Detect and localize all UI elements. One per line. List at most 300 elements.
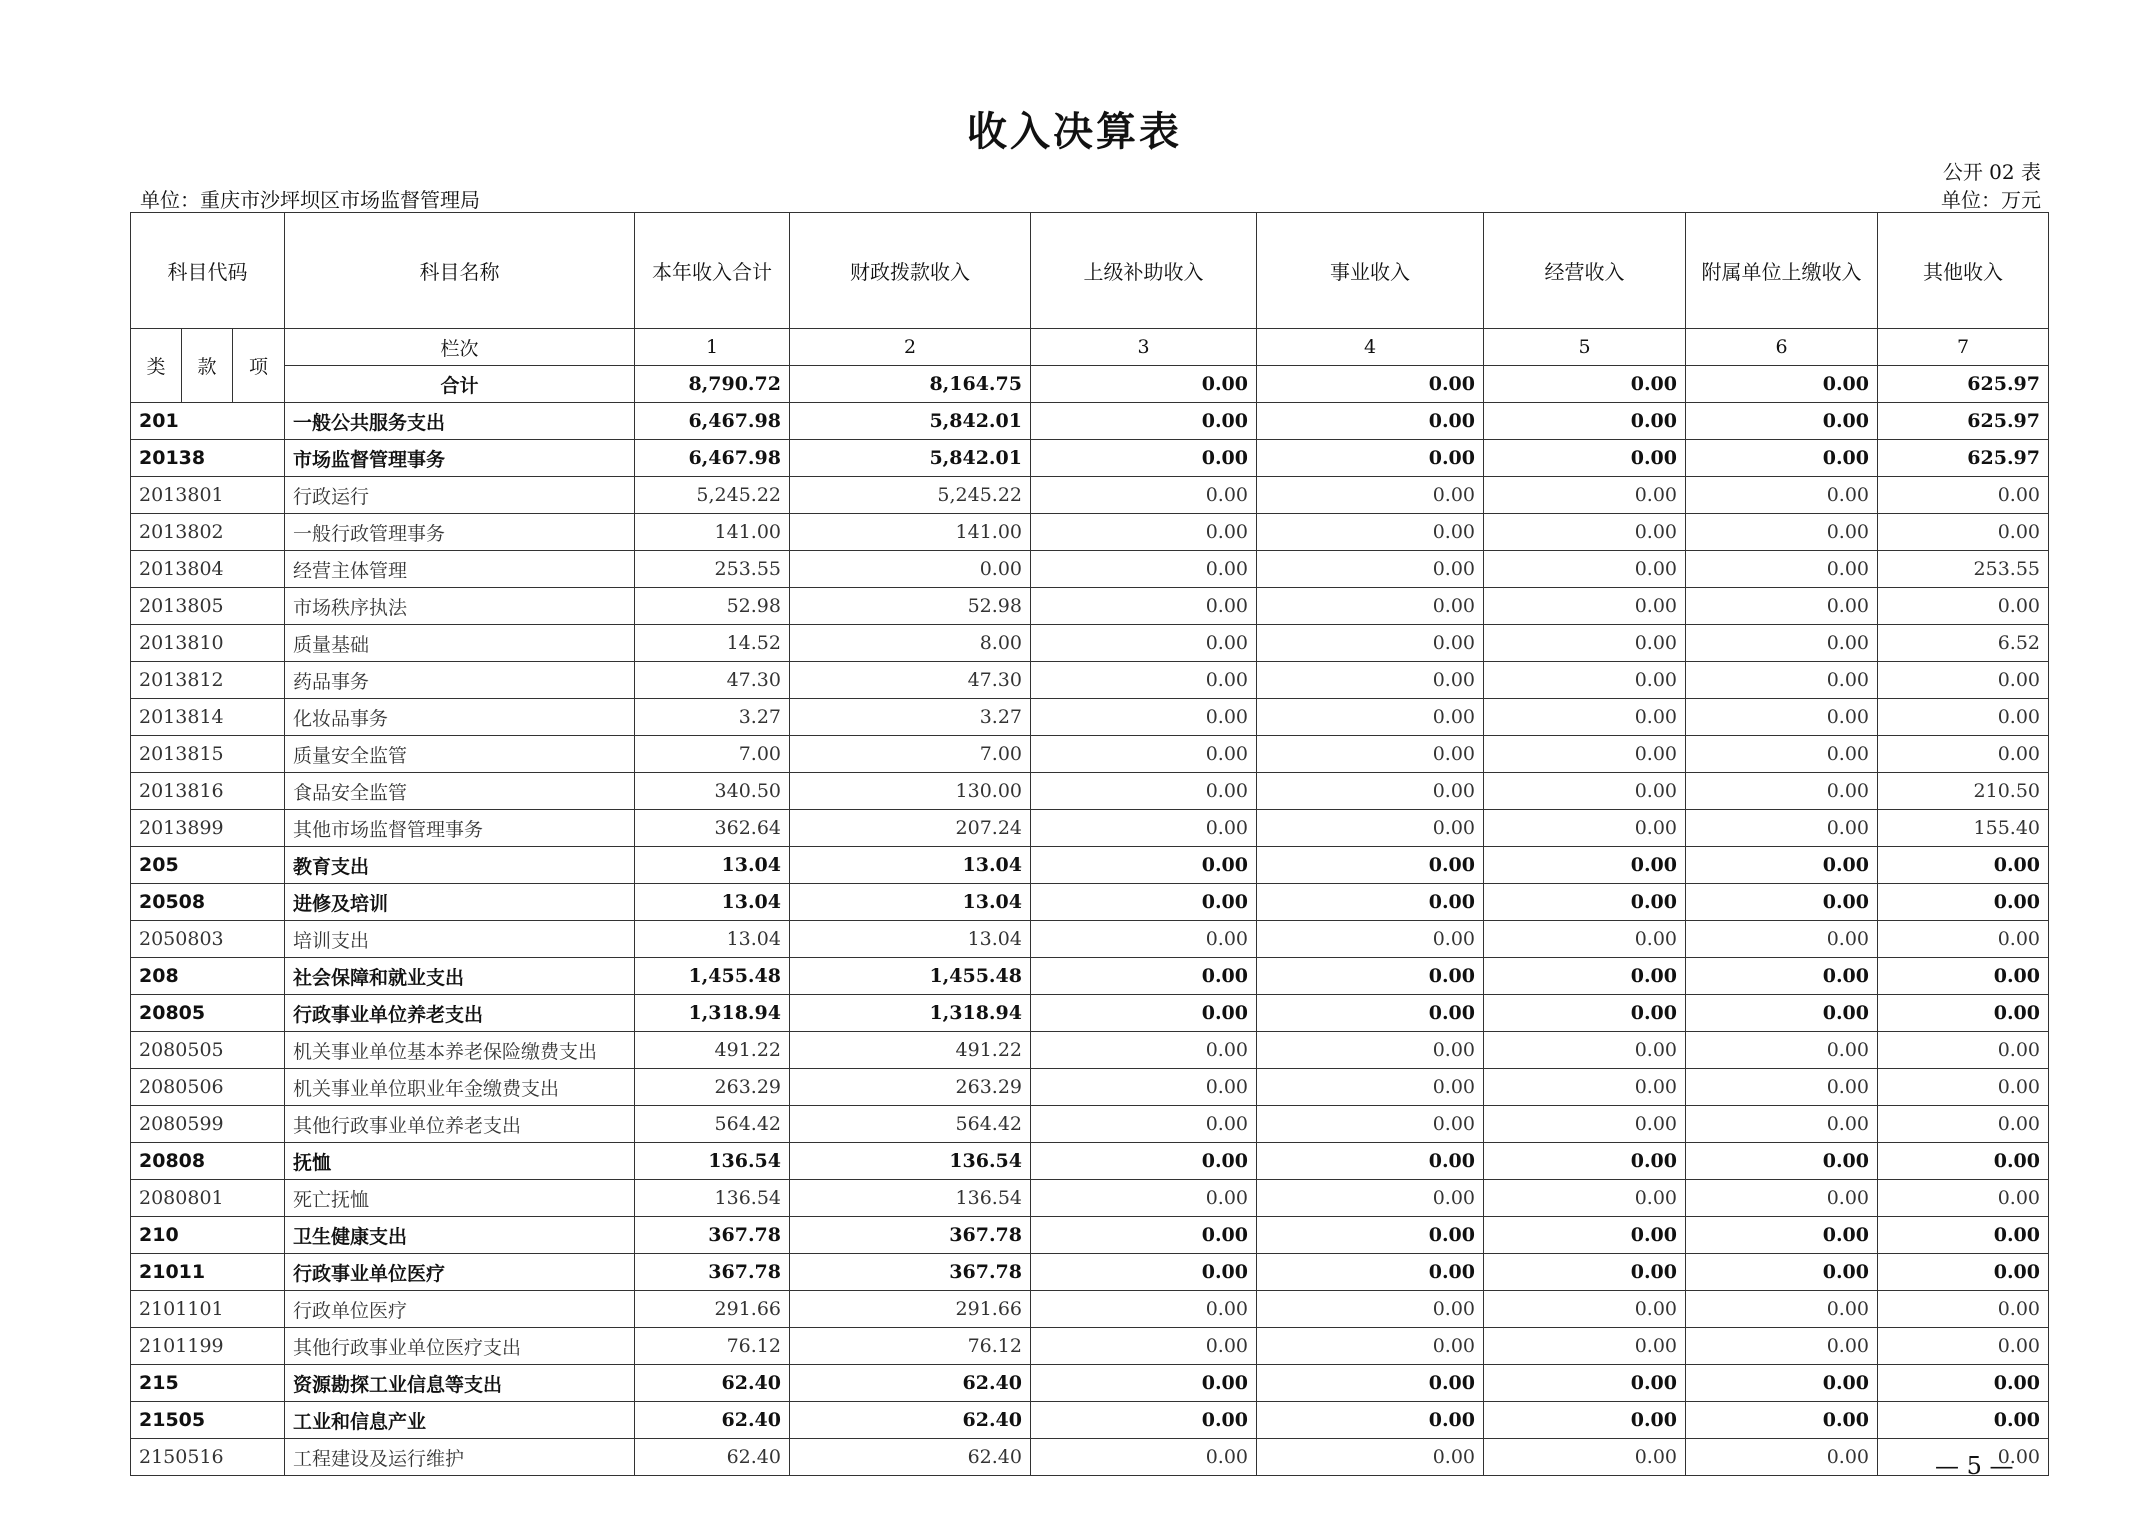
income-final-accounts-table — [130, 212, 2049, 1476]
table-row — [131, 1217, 2049, 1254]
table-row — [131, 1180, 2049, 1217]
amount-cell: 0.00 — [1257, 1291, 1484, 1328]
amount-cell: 0.00 — [1686, 1254, 1878, 1291]
amount-cell: 6.52 — [1878, 625, 2049, 662]
amount-cell: 0.00 — [1686, 551, 1878, 588]
subject-name: 一般行政管理事务 — [285, 514, 635, 551]
amount-cell: 625.97 — [1878, 440, 2049, 477]
table-row — [131, 440, 2049, 477]
amount-cell: 0.00 — [1686, 1180, 1878, 1217]
column-number: 7 — [1878, 329, 2049, 366]
amount-cell: 0.00 — [1031, 1439, 1257, 1476]
total-row — [131, 366, 2049, 403]
table-row — [131, 773, 2049, 810]
total-value: 8,164.75 — [790, 366, 1031, 403]
header-operating-income: 经营收入 — [1484, 213, 1686, 329]
amount-cell: 253.55 — [635, 551, 790, 588]
subject-name: 行政事业单位医疗 — [285, 1254, 635, 1291]
amount-cell: 340.50 — [635, 773, 790, 810]
subject-code: 215 — [131, 1365, 285, 1402]
amount-cell: 0.00 — [1257, 1328, 1484, 1365]
subject-code: 2101101 — [131, 1291, 285, 1328]
total-value: 8,790.72 — [635, 366, 790, 403]
amount-cell: 0.00 — [1484, 810, 1686, 847]
subject-name: 食品安全监管 — [285, 773, 635, 810]
amount-cell: 13.04 — [790, 884, 1031, 921]
header-row — [131, 213, 2049, 329]
amount-cell: 0.00 — [1257, 810, 1484, 847]
amount-cell: 6,467.98 — [635, 403, 790, 440]
amount-cell: 0.00 — [1686, 1328, 1878, 1365]
amount-cell: 263.29 — [635, 1069, 790, 1106]
amount-cell: 0.00 — [1484, 551, 1686, 588]
subject-name: 资源勘探工业信息等支出 — [285, 1365, 635, 1402]
amount-cell: 0.00 — [1031, 1143, 1257, 1180]
sub-header-xiang: 项 — [233, 329, 285, 403]
amount-cell: 1,318.94 — [635, 995, 790, 1032]
amount-cell: 207.24 — [790, 810, 1031, 847]
column-number: 1 — [635, 329, 790, 366]
amount-cell: 0.00 — [1686, 1143, 1878, 1180]
amount-cell: 0.00 — [1257, 1180, 1484, 1217]
amount-cell: 0.00 — [1031, 1069, 1257, 1106]
table-row — [131, 1032, 2049, 1069]
subject-code: 2013899 — [131, 810, 285, 847]
column-number: 5 — [1484, 329, 1686, 366]
form-number: 公开 02 表 — [1942, 160, 2041, 184]
amount-cell: 0.00 — [1878, 1143, 2049, 1180]
page-title: 收入决算表 — [967, 109, 1182, 155]
table-row — [131, 884, 2049, 921]
subject-code: 2013815 — [131, 736, 285, 773]
amount-cell: 0.00 — [1031, 921, 1257, 958]
amount-cell: 0.00 — [1686, 662, 1878, 699]
table-row — [131, 1106, 2049, 1143]
amount-cell: 0.00 — [1031, 995, 1257, 1032]
amount-cell: 14.52 — [635, 625, 790, 662]
amount-cell: 0.00 — [1686, 1032, 1878, 1069]
amount-cell: 0.00 — [1031, 1254, 1257, 1291]
amount-cell: 0.00 — [1878, 1365, 2049, 1402]
subject-code: 2150516 — [131, 1439, 285, 1476]
amount-cell: 3.27 — [635, 699, 790, 736]
subject-code: 21505 — [131, 1402, 285, 1439]
amount-cell: 13.04 — [790, 921, 1031, 958]
subject-code: 2013814 — [131, 699, 285, 736]
amount-cell: 0.00 — [1878, 921, 2049, 958]
amount-cell: 0.00 — [1686, 736, 1878, 773]
amount-cell: 0.00 — [1484, 477, 1686, 514]
amount-cell: 0.00 — [1686, 1291, 1878, 1328]
subject-code: 205 — [131, 847, 285, 884]
header-fiscal-appropriation: 财政拨款收入 — [790, 213, 1031, 329]
header-affiliated-remittance: 附属单位上缴收入 — [1686, 213, 1878, 329]
amount-cell: 7.00 — [790, 736, 1031, 773]
amount-cell: 47.30 — [635, 662, 790, 699]
amount-cell: 0.00 — [1686, 1439, 1878, 1476]
amount-cell: 47.30 — [790, 662, 1031, 699]
amount-cell: 0.00 — [1686, 773, 1878, 810]
amount-cell: 0.00 — [1686, 884, 1878, 921]
amount-cell: 0.00 — [1878, 588, 2049, 625]
amount-cell: 0.00 — [1031, 477, 1257, 514]
amount-cell: 136.54 — [790, 1143, 1031, 1180]
amount-cell: 0.00 — [1031, 1217, 1257, 1254]
column-number: 4 — [1257, 329, 1484, 366]
amount-cell: 62.40 — [635, 1365, 790, 1402]
table-row — [131, 1069, 2049, 1106]
amount-cell: 0.00 — [1257, 958, 1484, 995]
subject-code: 2013802 — [131, 514, 285, 551]
table-row — [131, 1402, 2049, 1439]
amount-cell: 0.00 — [1878, 995, 2049, 1032]
subject-name: 市场秩序执法 — [285, 588, 635, 625]
amount-cell: 0.00 — [1686, 921, 1878, 958]
amount-cell: 0.00 — [1484, 736, 1686, 773]
amount-cell: 62.40 — [790, 1439, 1031, 1476]
table-row — [131, 921, 2049, 958]
amount-cell: 0.00 — [1031, 1402, 1257, 1439]
column-number-row — [131, 329, 2049, 366]
subject-name: 质量基础 — [285, 625, 635, 662]
sub-header-kuan: 款 — [182, 329, 233, 403]
amount-cell: 0.00 — [1878, 699, 2049, 736]
amount-cell: 0.00 — [1878, 477, 2049, 514]
amount-cell: 0.00 — [1031, 588, 1257, 625]
amount-cell: 136.54 — [635, 1143, 790, 1180]
amount-cell: 0.00 — [1686, 1365, 1878, 1402]
subject-name: 机关事业单位基本养老保险缴费支出 — [285, 1032, 635, 1069]
subject-code: 20805 — [131, 995, 285, 1032]
amount-cell: 0.00 — [1031, 662, 1257, 699]
subject-name: 一般公共服务支出 — [285, 403, 635, 440]
amount-cell: 0.00 — [1484, 1291, 1686, 1328]
amount-cell: 367.78 — [635, 1217, 790, 1254]
subject-code: 2013801 — [131, 477, 285, 514]
amount-cell: 564.42 — [790, 1106, 1031, 1143]
amount-cell: 0.00 — [1257, 403, 1484, 440]
subject-name: 社会保障和就业支出 — [285, 958, 635, 995]
amount-cell: 0.00 — [1031, 1328, 1257, 1365]
amount-cell: 1,455.48 — [790, 958, 1031, 995]
amount-cell: 0.00 — [1686, 514, 1878, 551]
amount-cell: 0.00 — [1257, 662, 1484, 699]
amount-cell: 0.00 — [1484, 884, 1686, 921]
subject-code: 21011 — [131, 1254, 285, 1291]
amount-cell: 0.00 — [1257, 551, 1484, 588]
amount-cell: 1,455.48 — [635, 958, 790, 995]
amount-cell: 1,318.94 — [790, 995, 1031, 1032]
subject-name: 行政单位医疗 — [285, 1291, 635, 1328]
amount-cell: 0.00 — [1686, 1402, 1878, 1439]
amount-cell: 367.78 — [790, 1254, 1031, 1291]
amount-cell: 13.04 — [790, 847, 1031, 884]
subject-code: 2080505 — [131, 1032, 285, 1069]
subject-name: 行政运行 — [285, 477, 635, 514]
subject-name: 抚恤 — [285, 1143, 635, 1180]
amount-cell: 0.00 — [1878, 1180, 2049, 1217]
subject-name: 工业和信息产业 — [285, 1402, 635, 1439]
table-row — [131, 1439, 2049, 1476]
amount-cell: 0.00 — [1484, 1069, 1686, 1106]
header-business-income: 事业收入 — [1257, 213, 1484, 329]
amount-cell: 0.00 — [1031, 958, 1257, 995]
amount-cell: 625.97 — [1878, 403, 2049, 440]
amount-cell: 0.00 — [1257, 440, 1484, 477]
table-row — [131, 1291, 2049, 1328]
amount-cell: 8.00 — [790, 625, 1031, 662]
subject-name: 教育支出 — [285, 847, 635, 884]
subject-name: 死亡抚恤 — [285, 1180, 635, 1217]
amount-cell: 367.78 — [635, 1254, 790, 1291]
amount-cell: 0.00 — [1031, 1291, 1257, 1328]
amount-cell: 263.29 — [790, 1069, 1031, 1106]
amount-cell: 0.00 — [1484, 1143, 1686, 1180]
table-row — [131, 699, 2049, 736]
amount-cell: 0.00 — [1484, 958, 1686, 995]
amount-cell: 76.12 — [790, 1328, 1031, 1365]
subject-code: 2080599 — [131, 1106, 285, 1143]
amount-cell: 291.66 — [790, 1291, 1031, 1328]
amount-cell: 0.00 — [1484, 1328, 1686, 1365]
subject-code: 20808 — [131, 1143, 285, 1180]
table-row — [131, 514, 2049, 551]
amount-cell: 0.00 — [1686, 625, 1878, 662]
table-row — [131, 810, 2049, 847]
amount-cell: 0.00 — [1878, 1439, 2049, 1476]
amount-cell: 0.00 — [1031, 1180, 1257, 1217]
amount-cell: 0.00 — [1031, 847, 1257, 884]
amount-cell: 0.00 — [1257, 1439, 1484, 1476]
amount-cell: 0.00 — [1878, 884, 2049, 921]
subject-name: 工程建设及运行维护 — [285, 1439, 635, 1476]
amount-cell: 136.54 — [790, 1180, 1031, 1217]
amount-cell: 0.00 — [1257, 1106, 1484, 1143]
reporting-unit: 单位：重庆市沙坪坝区市场监督管理局 — [140, 188, 480, 212]
table-row — [131, 403, 2049, 440]
total-value: 0.00 — [1257, 366, 1484, 403]
amount-cell: 0.00 — [1878, 1328, 2049, 1365]
amount-cell: 0.00 — [1484, 662, 1686, 699]
amount-cell: 0.00 — [1031, 551, 1257, 588]
header-subject-name: 科目名称 — [285, 213, 635, 329]
table-row — [131, 625, 2049, 662]
total-value: 0.00 — [1686, 366, 1878, 403]
subject-name: 市场监督管理事务 — [285, 440, 635, 477]
total-value: 625.97 — [1878, 366, 2049, 403]
header-subject-code: 科目代码 — [131, 213, 285, 329]
total-value: 0.00 — [1031, 366, 1257, 403]
amount-cell: 0.00 — [1878, 1291, 2049, 1328]
amount-cell: 0.00 — [1031, 810, 1257, 847]
amount-cell: 0.00 — [1878, 662, 2049, 699]
amount-cell: 0.00 — [1257, 699, 1484, 736]
subject-code: 210 — [131, 1217, 285, 1254]
amount-cell: 0.00 — [1257, 1069, 1484, 1106]
subject-code: 201 — [131, 403, 285, 440]
amount-cell: 0.00 — [1878, 514, 2049, 551]
amount-cell: 367.78 — [790, 1217, 1031, 1254]
amount-cell: 0.00 — [1878, 1217, 2049, 1254]
amount-cell: 52.98 — [635, 588, 790, 625]
amount-cell: 0.00 — [1878, 736, 2049, 773]
amount-cell: 491.22 — [790, 1032, 1031, 1069]
amount-cell: 7.00 — [635, 736, 790, 773]
column-number: 6 — [1686, 329, 1878, 366]
amount-cell: 141.00 — [635, 514, 790, 551]
amount-cell: 362.64 — [635, 810, 790, 847]
amount-cell: 0.00 — [1484, 847, 1686, 884]
amount-cell: 0.00 — [1484, 1439, 1686, 1476]
amount-cell: 0.00 — [1686, 1106, 1878, 1143]
subject-code: 2013812 — [131, 662, 285, 699]
column-number: 3 — [1031, 329, 1257, 366]
amount-cell: 0.00 — [1686, 1217, 1878, 1254]
amount-cell: 0.00 — [1257, 736, 1484, 773]
subject-name: 其他行政事业单位医疗支出 — [285, 1328, 635, 1365]
amount-cell: 13.04 — [635, 847, 790, 884]
table-row — [131, 551, 2049, 588]
amount-cell: 0.00 — [1031, 773, 1257, 810]
header-other-income: 其他收入 — [1878, 213, 2049, 329]
amount-cell: 0.00 — [1257, 1254, 1484, 1291]
subject-name: 进修及培训 — [285, 884, 635, 921]
amount-cell: 0.00 — [1686, 847, 1878, 884]
amount-cell: 5,245.22 — [790, 477, 1031, 514]
amount-cell: 0.00 — [1484, 403, 1686, 440]
subject-code: 2013805 — [131, 588, 285, 625]
table-row — [131, 736, 2049, 773]
amount-cell: 0.00 — [1257, 1217, 1484, 1254]
subject-name: 药品事务 — [285, 662, 635, 699]
amount-cell: 141.00 — [790, 514, 1031, 551]
subject-name: 培训支出 — [285, 921, 635, 958]
amount-cell: 564.42 — [635, 1106, 790, 1143]
amount-cell: 76.12 — [635, 1328, 790, 1365]
amount-cell: 0.00 — [1031, 736, 1257, 773]
table-row — [131, 1254, 2049, 1291]
subject-name: 经营主体管理 — [285, 551, 635, 588]
amount-cell: 0.00 — [1484, 1402, 1686, 1439]
amount-cell: 62.40 — [790, 1402, 1031, 1439]
amount-cell: 0.00 — [1484, 1180, 1686, 1217]
amount-cell: 0.00 — [1686, 810, 1878, 847]
amount-cell: 0.00 — [1031, 884, 1257, 921]
subject-code: 20138 — [131, 440, 285, 477]
amount-cell: 0.00 — [1257, 773, 1484, 810]
amount-cell: 0.00 — [1257, 1402, 1484, 1439]
header-superior-subsidy: 上级补助收入 — [1031, 213, 1257, 329]
subject-code: 208 — [131, 958, 285, 995]
amount-cell: 0.00 — [1484, 1217, 1686, 1254]
amount-cell: 62.40 — [635, 1439, 790, 1476]
amount-cell: 0.00 — [1257, 921, 1484, 958]
amount-cell: 0.00 — [1484, 1106, 1686, 1143]
amount-cell: 52.98 — [790, 588, 1031, 625]
header-total-income: 本年收入合计 — [635, 213, 790, 329]
subject-name: 卫生健康支出 — [285, 1217, 635, 1254]
subject-name: 机关事业单位职业年金缴费支出 — [285, 1069, 635, 1106]
amount-cell: 0.00 — [1878, 847, 2049, 884]
amount-cell: 0.00 — [1484, 699, 1686, 736]
table-row — [131, 588, 2049, 625]
amount-cell: 0.00 — [1031, 1032, 1257, 1069]
amount-cell: 491.22 — [635, 1032, 790, 1069]
table-row — [131, 662, 2049, 699]
amount-cell: 0.00 — [1031, 1365, 1257, 1402]
amount-cell: 0.00 — [1878, 1106, 2049, 1143]
subject-code: 2013804 — [131, 551, 285, 588]
amount-cell: 0.00 — [1257, 1365, 1484, 1402]
subject-code: 2080801 — [131, 1180, 285, 1217]
amount-cell: 0.00 — [1031, 440, 1257, 477]
table-row — [131, 477, 2049, 514]
amount-cell: 0.00 — [1878, 958, 2049, 995]
amount-cell: 0.00 — [1878, 1402, 2049, 1439]
amount-cell: 0.00 — [1686, 588, 1878, 625]
total-label: 合计 — [285, 366, 635, 403]
amount-cell: 0.00 — [1484, 440, 1686, 477]
amount-cell: 0.00 — [1257, 514, 1484, 551]
amount-cell: 5,245.22 — [635, 477, 790, 514]
amount-cell: 13.04 — [635, 884, 790, 921]
table-row — [131, 1328, 2049, 1365]
subject-code: 2050803 — [131, 921, 285, 958]
subject-code: 20508 — [131, 884, 285, 921]
subject-name: 其他行政事业单位养老支出 — [285, 1106, 635, 1143]
amount-cell: 155.40 — [1878, 810, 2049, 847]
amount-cell: 0.00 — [1031, 699, 1257, 736]
page-number: — 5 — — [1935, 1452, 2014, 1480]
table-row — [131, 847, 2049, 884]
amount-cell: 0.00 — [1484, 514, 1686, 551]
amount-cell: 6,467.98 — [635, 440, 790, 477]
amount-cell: 0.00 — [1031, 403, 1257, 440]
subject-code: 2080506 — [131, 1069, 285, 1106]
amount-cell: 62.40 — [790, 1365, 1031, 1402]
subject-name: 行政事业单位养老支出 — [285, 995, 635, 1032]
amount-cell: 0.00 — [1686, 958, 1878, 995]
amount-cell: 0.00 — [1257, 1143, 1484, 1180]
amount-cell: 0.00 — [1686, 440, 1878, 477]
amount-cell: 0.00 — [1484, 588, 1686, 625]
subject-code: 2101199 — [131, 1328, 285, 1365]
amount-cell: 0.00 — [1484, 995, 1686, 1032]
amount-cell: 291.66 — [635, 1291, 790, 1328]
table-row — [131, 1365, 2049, 1402]
subject-name: 其他市场监督管理事务 — [285, 810, 635, 847]
amount-cell: 0.00 — [1031, 1106, 1257, 1143]
table-row — [131, 1143, 2049, 1180]
amount-cell: 0.00 — [1484, 1254, 1686, 1291]
amount-cell: 0.00 — [790, 551, 1031, 588]
sub-header-lanci: 栏次 — [285, 329, 635, 366]
amount-cell: 0.00 — [1484, 1365, 1686, 1402]
currency-unit: 单位：万元 — [1941, 188, 2041, 212]
subject-name: 质量安全监管 — [285, 736, 635, 773]
subject-code: 2013810 — [131, 625, 285, 662]
amount-cell: 0.00 — [1878, 1032, 2049, 1069]
amount-cell: 210.50 — [1878, 773, 2049, 810]
total-value: 0.00 — [1484, 366, 1686, 403]
amount-cell: 0.00 — [1257, 625, 1484, 662]
amount-cell: 0.00 — [1257, 477, 1484, 514]
subject-code: 2013816 — [131, 773, 285, 810]
amount-cell: 0.00 — [1484, 625, 1686, 662]
amount-cell: 130.00 — [790, 773, 1031, 810]
amount-cell: 0.00 — [1257, 588, 1484, 625]
amount-cell: 0.00 — [1878, 1069, 2049, 1106]
